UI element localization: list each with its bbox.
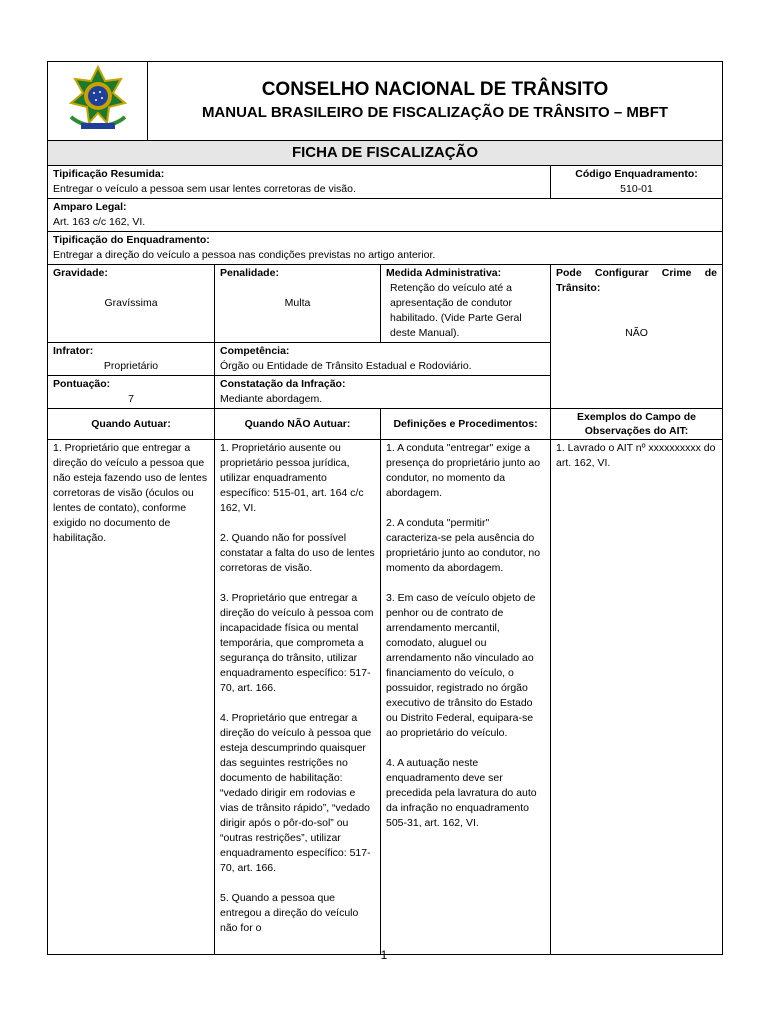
gravidade-value: Gravíssima <box>104 297 158 309</box>
amparo-legal-value: Art. 163 c/c 162, VI. <box>53 216 146 228</box>
ficha-title: FICHA DE FISCALIZAÇÃO <box>48 141 723 166</box>
infrator-cell <box>48 343 215 376</box>
constatacao-cell <box>215 376 551 409</box>
definicoes-content: 1. A conduta "entregar" exige a presença do proprietário junto ao condutor, no momento da abordagem. 2. A conduta "permitir" caracteriza-se pela ausência do proprietário junto ao condutor, no momento da abordagem. 3. Em caso de veículo objeto de penhor ou de contrato de arrendamento mercantil, comodato, aluguel ou arrendamento não vinculado ao financiamento do veículo, o possuidor, registrado no órgão executivo de trânsito do Estado ou Distrito Federal, equipara-se ao proprietário do veículo. 4. A autuação neste enquadramento deve ser precedida pela lavratura do auto da infração no enquadramento 505-31, art. 162, VI. <box>381 440 551 955</box>
header-row <box>48 62 723 141</box>
medida-administrativa-value: Retenção do veículo até a apresentação de condutor habilitado. (Vide Parte Geral deste Manual). <box>390 282 522 339</box>
page-number: 1 <box>380 948 388 962</box>
pontuacao-value: 7 <box>128 393 134 405</box>
amparo-legal-row <box>48 199 723 232</box>
amparo-legal-cell <box>48 199 723 232</box>
tipificacao-resumida-value: Entregar o veículo a pessoa sem usar lentes corretoras de visão. <box>53 183 356 195</box>
crime-cell <box>551 265 723 409</box>
brazil-coat-of-arms-icon <box>63 65 133 133</box>
penalidade-cell <box>215 265 381 343</box>
council-title: CONSELHO NACIONAL DE TRÂNSITO <box>261 79 609 100</box>
codigo-enquadramento-label: Código Enquadramento: <box>575 168 698 180</box>
exemplos-header: Exemplos do Campo de Observações do AIT: <box>551 409 723 440</box>
tipificacao-enquadramento-value: Entregar a direção do veículo a pessoa nas condições previstas no artigo anterior. <box>53 249 436 261</box>
gravidade-cell <box>48 265 215 343</box>
pontuacao-label: Pontuação: <box>53 378 111 390</box>
penalidade-value: Multa <box>284 297 311 309</box>
medida-administrativa-cell <box>381 265 551 343</box>
tipificacao-enquadramento-row <box>48 232 723 265</box>
crime-value: NÃO <box>625 327 648 339</box>
pontuacao-cell <box>48 376 215 409</box>
document-page <box>47 61 722 955</box>
manual-subtitle: MANUAL BRASILEIRO DE FISCALIZAÇÃO DE TRÂNSITO – MBFT <box>201 104 669 121</box>
columns-header-row <box>48 409 723 440</box>
gravidade-row <box>48 265 723 343</box>
competencia-cell <box>215 343 551 376</box>
infrator-value: Proprietário <box>103 360 159 372</box>
constatacao-label: Constatação da Infração: <box>220 378 346 390</box>
codigo-enquadramento-value: 510-01 <box>620 183 653 195</box>
tipificacao-resumida-cell <box>48 166 551 199</box>
definicoes-header: Definições e Procedimentos: <box>381 409 551 440</box>
infrator-label: Infrator: <box>53 345 94 357</box>
quando-nao-autuar-header: Quando NÃO Autuar: <box>215 409 381 440</box>
header-title-cell <box>148 62 723 141</box>
exemplos-content: 1. Lavrado o AIT nº xxxxxxxxxx do art. 162, VI. <box>551 440 723 955</box>
quando-autuar-header: Quando Autuar: <box>48 409 215 440</box>
codigo-enquadramento-cell <box>551 166 723 199</box>
content-row <box>48 440 723 955</box>
constatacao-value: Mediante abordagem. <box>220 393 323 405</box>
quando-nao-autuar-content: 1. Proprietário ausente ou proprietário pessoa jurídica, utilizar enquadramento específico: 515-01, art. 164 c/c 162, VI. 2. Quando não for possível constatar a falta do uso de lentes corretoras de visão. 3. Proprietário que entregar a direção do veículo à pessoa com incapacidade física ou mental temporária, que comprometa a segurança do trânsito, utilizar enquadramento específico: 517-70, art. 166. 4. Proprietário que entregar a direção do veículo à pessoa que esteja descumprindo quaisquer das seguintes restrições no documento de habilitação: “vedado dirigir em rodovias e vias de trânsito rápido”, “vedado dirigir após o pôr-do-sol” ou “outras restrições”, utilizar enquadramento específico: 517-70, art. 166. 5. Quando a pessoa que entregou a direção do veículo não for o <box>215 440 381 955</box>
competencia-label: Competência: <box>220 345 290 357</box>
tipificacao-resumida-label: Tipificação Resumida: <box>53 168 165 180</box>
ficha-title-row <box>48 141 723 166</box>
quando-autuar-content: 1. Proprietário que entregar a direção do veículo a pessoa que não esteja fazendo uso de lentes corretoras de visão (óculos ou lentes de contato), conforme exigido no documento de habilitação. <box>48 440 215 955</box>
amparo-legal-label: Amparo Legal: <box>53 201 127 213</box>
tipificacao-enquadramento-cell <box>48 232 723 265</box>
crime-label: Pode Configurar Crime de Trânsito: <box>556 267 717 294</box>
gravidade-label: Gravidade: <box>53 267 108 279</box>
tipificacao-resumida-row <box>48 166 723 199</box>
logo-cell <box>48 62 148 141</box>
tipificacao-enquadramento-label: Tipificação do Enquadramento: <box>53 234 210 246</box>
penalidade-label: Penalidade: <box>220 267 279 279</box>
medida-administrativa-label: Medida Administrativa: <box>386 267 502 279</box>
competencia-value: Órgão ou Entidade de Trânsito Estadual e Rodoviário. <box>220 360 472 372</box>
fiscalizacao-form <box>47 61 723 955</box>
